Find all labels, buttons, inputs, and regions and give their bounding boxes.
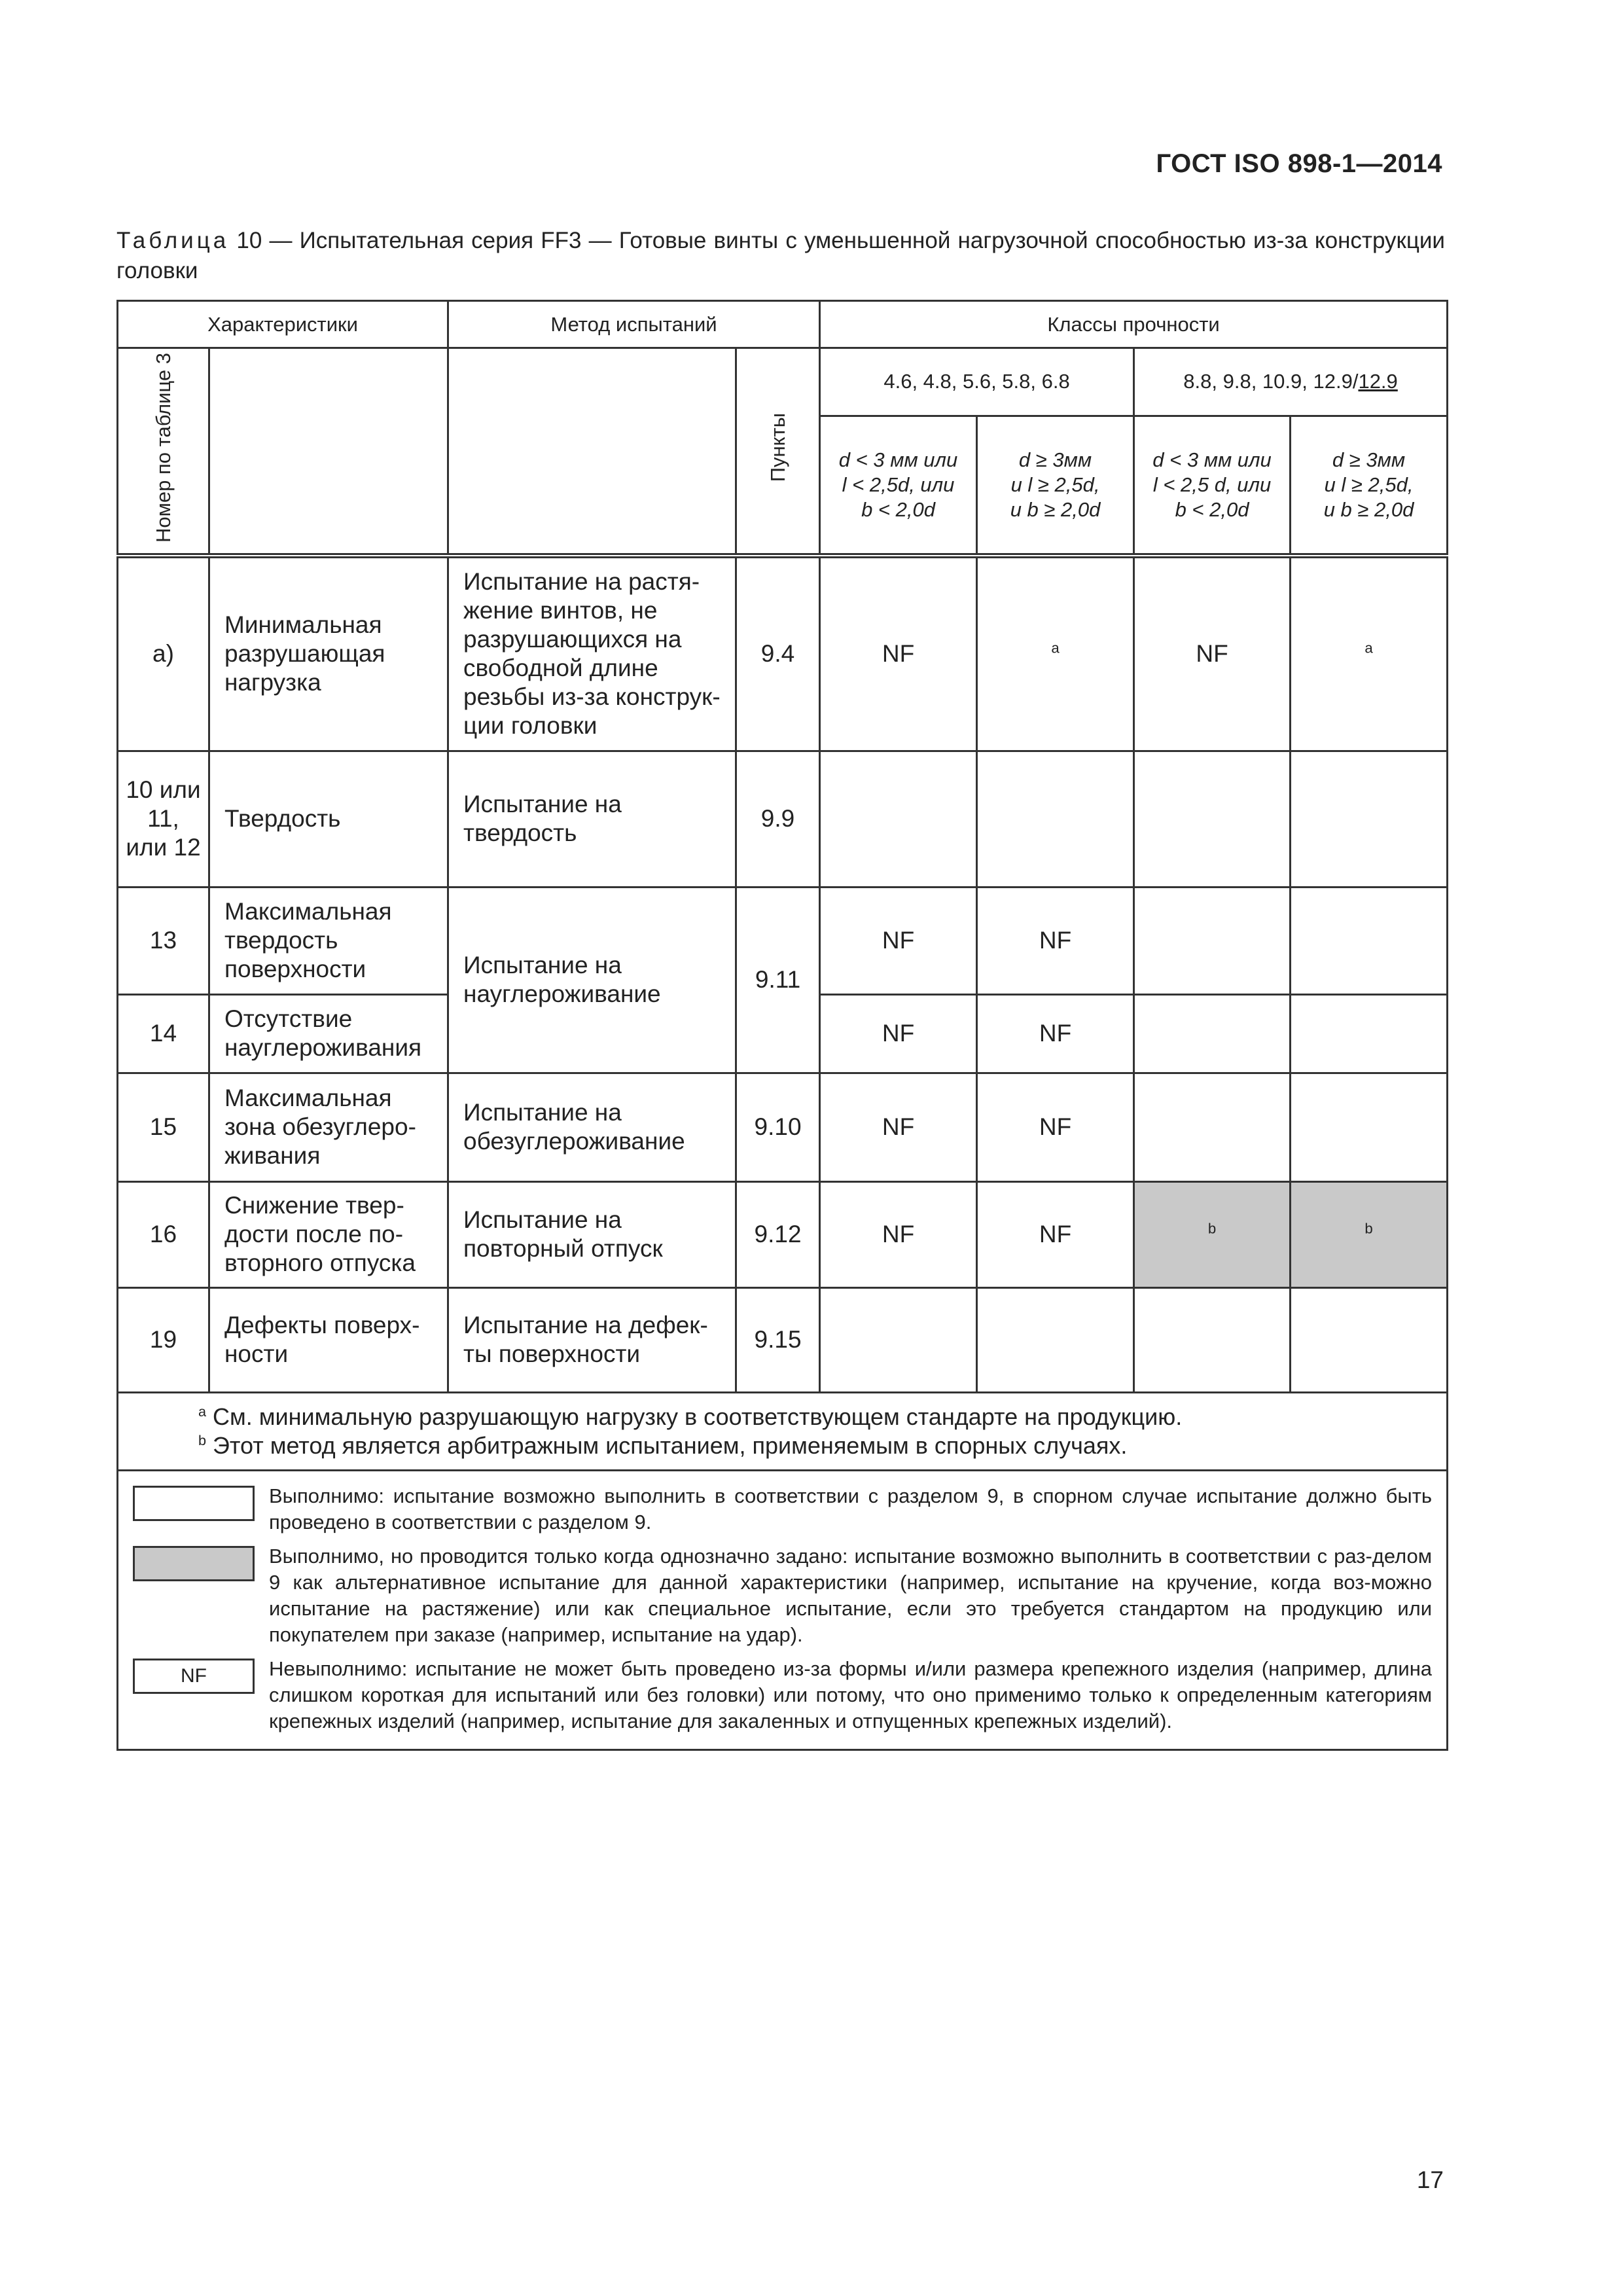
cell-class-1: NF — [820, 556, 977, 751]
cell-class-3 — [1134, 1073, 1291, 1181]
row-point: 9.12 — [736, 1181, 820, 1287]
class-group-1: 4.6, 4.8, 5.6, 5.8, 6.8 — [820, 348, 1134, 416]
row-characteristic: Твердость — [209, 751, 448, 887]
col-header-characteristics: Характеристики — [118, 301, 448, 348]
row-characteristic: Минимальная разрушающая нагрузка — [209, 556, 448, 751]
table-row — [118, 1181, 1448, 1287]
sub-header-2: d ≥ 3мм и l ≥ 2,5d, и b ≥ 2,0d — [977, 416, 1134, 556]
legend-text: Невыполнимо: испытание не может быть проведено из-за формы и/или размера крепежного изделия (например, длина слишком короткая для испытаний или без головки) или потому, что оно применимо только к определенным категориям крепежных изделий (например, испытание для закаленных и отпущенных крепежных изделий). — [269, 1657, 1433, 1732]
legend-text: Выполнимо: испытание возможно выполнить в соответствии с разделом 9, в спорном случае испытание должно быть проведено в соответствии с разделом 9. — [269, 1484, 1433, 1534]
row-point: 9.15 — [736, 1287, 820, 1392]
caption-label: Таблица — [116, 228, 230, 253]
row-characteristic: Дефекты поверх-ности — [209, 1287, 448, 1392]
cell-class-2: NF — [977, 1181, 1134, 1287]
row-method: Испытание на дефек-ты поверхности — [448, 1287, 736, 1392]
footnote-a: $^a$ См. минимальную разрушающую нагрузку в соответствующем стандарте на продукцию. — [198, 1403, 1183, 1430]
header-row-1 — [118, 301, 1448, 348]
legend-text: Выполнимо, но проводится только когда однозначно задано: испытание возможно выполнить в соответствии с раз-делом 9 как альтернативное испытание для данной характеристики (например, испытание на кручение, когда воз-можно испытание на растяжение) или как специальное испытание, если это требуется стандартом на продукцию или покупателем при заказе (например, испытание на удар). — [269, 1544, 1433, 1646]
header-row-2 — [118, 348, 1448, 416]
sub-header-4: d ≥ 3мм и l ≥ 2,5d, и b ≥ 2,0d — [1291, 416, 1448, 556]
cell-class-1: NF — [820, 1073, 977, 1181]
col-header-method: Метод испытаний — [448, 301, 820, 348]
cell-class-4: a — [1291, 556, 1448, 751]
legend-box-gray — [133, 1546, 255, 1581]
test-series-table — [116, 300, 1448, 1751]
legend-item-specified — [133, 1543, 1432, 1648]
row-number: 10 или 11, или 12 — [118, 751, 209, 887]
cell-class-3 — [1134, 887, 1291, 994]
table-row — [118, 887, 1448, 994]
row-characteristic: Снижение твер-дости после по-вторного отпуска — [209, 1181, 448, 1287]
row-characteristic: Максимальная зона обезуглеро-живания — [209, 1073, 448, 1181]
row-method: Испытание на обезуглероживание — [448, 1073, 736, 1181]
legend-box-white — [133, 1486, 255, 1521]
cell-class-2: NF — [977, 887, 1134, 994]
cell-class-3 — [1134, 751, 1291, 887]
cell-class-3 — [1134, 1287, 1291, 1392]
legend — [118, 1470, 1448, 1749]
row-characteristic: Максимальная твердость поверхности — [209, 887, 448, 994]
table-row — [118, 1287, 1448, 1392]
row-method: Испытание на науглероживание — [448, 887, 736, 1073]
row-method: Испытание на растя-жение винтов, не разрушающихся на свободной длине резьбы из-за конструк-ции головки — [448, 556, 736, 751]
cell-class-4 — [1291, 1287, 1448, 1392]
col-header-points: Пункты — [736, 348, 820, 556]
footnotes — [118, 1392, 1448, 1470]
row-number: 14 — [118, 994, 209, 1073]
cell-class-2: NF — [977, 1073, 1134, 1181]
legend-box-nf: NF — [133, 1659, 255, 1694]
row-method: Испытание на твердость — [448, 751, 736, 887]
cell-class-1: NF — [820, 887, 977, 994]
col-header-classes: Классы прочности — [820, 301, 1448, 348]
cell-class-3: NF — [1134, 556, 1291, 751]
col-header-number: Номер по таблице 3 — [118, 348, 209, 556]
table-row — [118, 556, 1448, 751]
footnote-b: $^b$ Этот метод является арбитражным испытанием, применяемым в спорных случаях. — [198, 1431, 1128, 1459]
row-method: Испытание на повторный отпуск — [448, 1181, 736, 1287]
cell-class-2 — [977, 1287, 1134, 1392]
legend-item-not-feasible — [133, 1656, 1432, 1734]
sub-header-3: d < 3 мм или l < 2,5 d, или b < 2,0d — [1134, 416, 1291, 556]
page-number: 17 — [1416, 2166, 1444, 2193]
legend-row — [118, 1470, 1448, 1749]
cell-class-2 — [977, 751, 1134, 887]
cell-class-1 — [820, 751, 977, 887]
row-number: 15 — [118, 1073, 209, 1181]
cell-class-3 — [1134, 994, 1291, 1073]
row-number: 13 — [118, 887, 209, 994]
row-point: 9.9 — [736, 751, 820, 887]
cell-class-1: NF — [820, 994, 977, 1073]
cell-class-2: NF — [977, 994, 1134, 1073]
row-characteristic: Отсутствие науглероживания — [209, 994, 448, 1073]
row-point: 9.10 — [736, 1073, 820, 1181]
header-blank-method — [448, 348, 736, 556]
footnotes-row — [118, 1392, 1448, 1470]
cell-class-4 — [1291, 994, 1448, 1073]
row-point: 9.11 — [736, 887, 820, 1073]
cell-class-3: b — [1134, 1181, 1291, 1287]
cell-class-2: a — [977, 556, 1134, 751]
table-caption — [116, 226, 1445, 286]
cell-class-4 — [1291, 887, 1448, 994]
table-row — [118, 751, 1448, 887]
cell-class-4 — [1291, 1073, 1448, 1181]
header-blank-char — [209, 348, 448, 556]
legend-item-feasible — [133, 1483, 1432, 1535]
cell-class-4: b — [1291, 1181, 1448, 1287]
row-point: 9.4 — [736, 556, 820, 751]
row-number: a) — [118, 556, 209, 751]
row-number: 16 — [118, 1181, 209, 1287]
cell-class-1: NF — [820, 1181, 977, 1287]
cell-class-4 — [1291, 751, 1448, 887]
row-number: 19 — [118, 1287, 209, 1392]
class-group-2: 8.8, 9.8, 10.9, 12.9/12.9 — [1134, 348, 1448, 416]
caption-text: 10 — Испытательная серия FF3 — Готовые винты с уменьшенной нагрузочной способностью из-за конструкции головки — [116, 228, 1445, 283]
standard-header: ГОСТ ISO 898-1—2014 — [1156, 149, 1442, 178]
table-row — [118, 1073, 1448, 1181]
sub-header-1: d < 3 мм или l < 2,5d, или b < 2,0d — [820, 416, 977, 556]
cell-class-1 — [820, 1287, 977, 1392]
